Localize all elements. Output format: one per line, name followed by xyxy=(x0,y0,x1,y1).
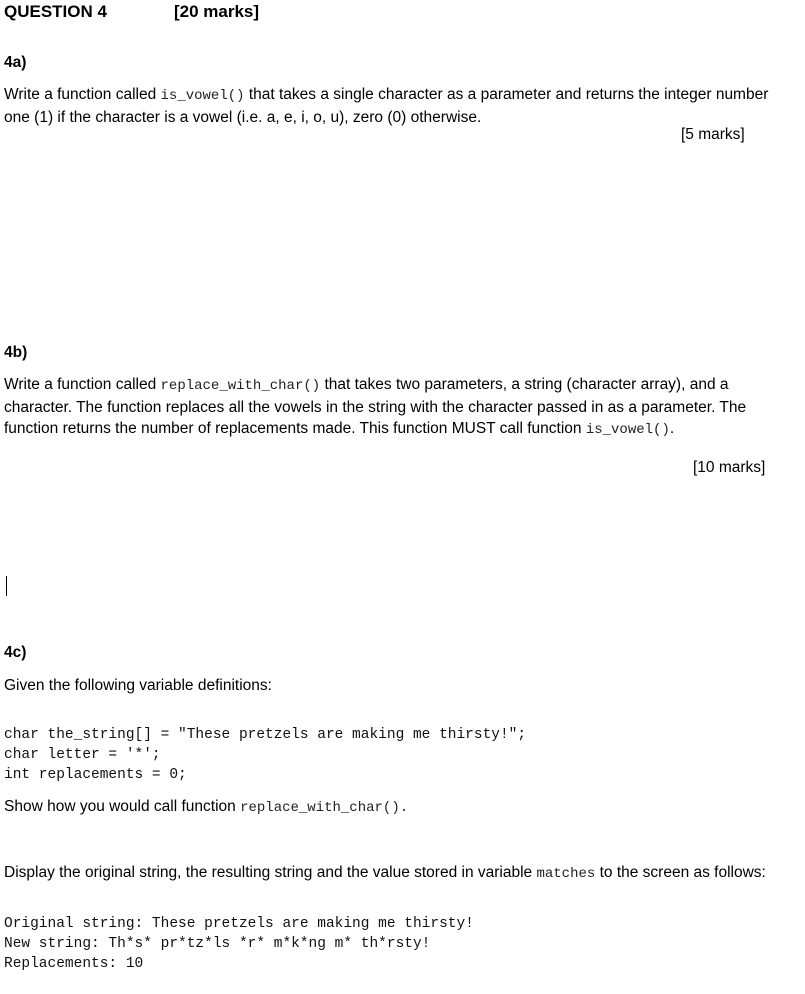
variable-name-matches: matches xyxy=(536,866,596,882)
section-4c-call-text xyxy=(4,796,408,819)
text-run: function returns the number of replacements made. This function MUST call function xyxy=(4,420,586,437)
section-4b-marks: [10 marks] xyxy=(693,459,766,476)
section-4a-line-1 xyxy=(4,84,804,107)
question-total-marks: [20 marks] xyxy=(174,2,260,21)
question-title: QUESTION 4 xyxy=(4,2,107,21)
text-run: Display the original string, the resulting string and the value stored in variable xyxy=(4,864,537,881)
text-run: Write a function called xyxy=(4,86,161,103)
section-4a-label: 4a) xyxy=(4,54,27,71)
text-run: . xyxy=(669,420,675,437)
section-4c-intro: Given the following variable definitions: xyxy=(4,677,272,694)
text-run: that takes two parameters, a string (character array), and a xyxy=(320,376,729,393)
output-line: Replacements: 10 xyxy=(4,956,144,972)
text-run: Write a function called xyxy=(4,376,161,393)
section-4c-display-text xyxy=(4,862,804,885)
output-line: Original string: These pretzels are making me thirsty! xyxy=(4,916,474,932)
section-4c-label: 4c) xyxy=(4,644,27,661)
function-name-is-vowel: is_vowel() xyxy=(585,422,670,438)
section-4b-line-1 xyxy=(4,374,804,397)
variable-definitions-code xyxy=(4,705,526,805)
section-4b-line-2: character. The function replaces all the vowels in the string with the character passed in as a parameter. The xyxy=(4,399,747,416)
output-line: New string: Th*s* pr*tz*ls *r* m*k*ng m* th*rsty! xyxy=(4,936,431,952)
text-cursor[interactable] xyxy=(6,576,7,596)
section-4a-line-2: one (1) if the character is a vowel (i.e. a, e, i, o, u), zero (0) otherwise. xyxy=(4,109,482,126)
text-run: to the screen as follows: xyxy=(595,864,766,881)
code-line: int replacements = 0; xyxy=(4,767,187,783)
code-line: char letter = '*'; xyxy=(4,747,161,763)
function-name-replace-with-char: replace_with_char(). xyxy=(240,800,409,816)
section-4b-line-3 xyxy=(4,418,804,441)
function-name-replace-with-char: replace_with_char() xyxy=(160,378,321,394)
function-name-is-vowel: is_vowel() xyxy=(160,88,245,104)
text-run: that takes a single character as a parameter and returns the integer number xyxy=(244,86,769,103)
section-4a-text xyxy=(4,84,804,128)
expected-output-code xyxy=(4,894,474,994)
section-4b-text xyxy=(4,374,804,441)
section-4b-label: 4b) xyxy=(4,344,28,361)
code-line: char the_string[] = "These pretzels are making me thirsty!"; xyxy=(4,727,527,743)
section-4a-marks: [5 marks] xyxy=(681,126,745,143)
text-run: Show how you would call function xyxy=(4,798,241,815)
